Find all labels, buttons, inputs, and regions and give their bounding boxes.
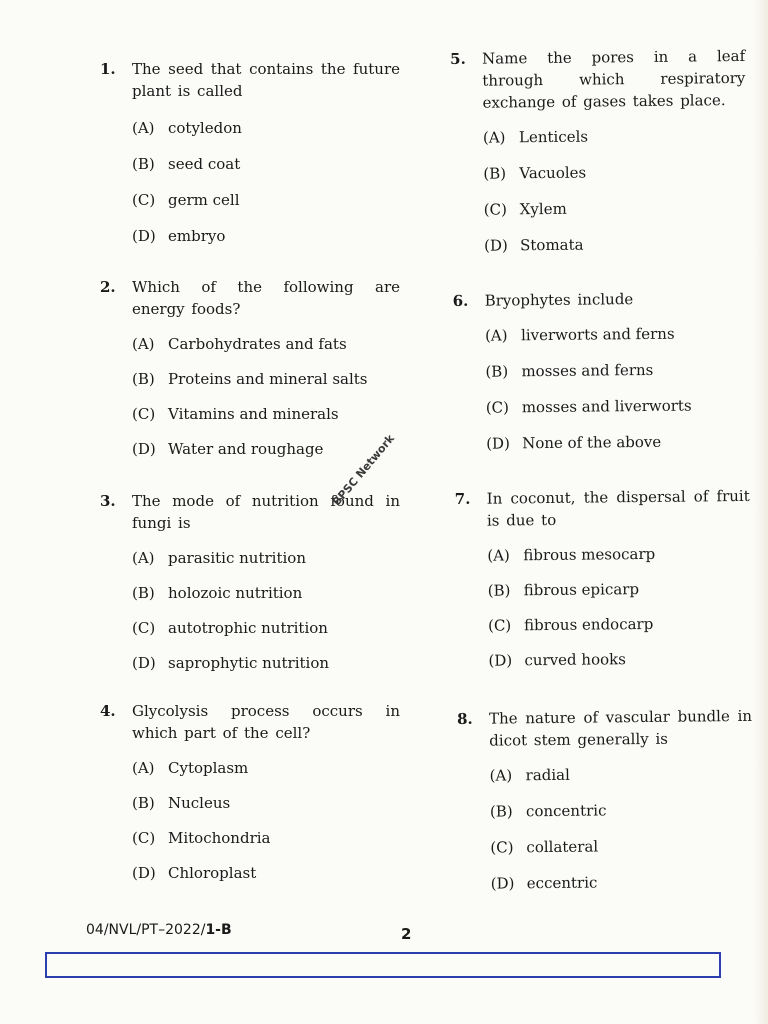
option-d: (D) Water and roughage xyxy=(132,440,324,458)
option-c: (C) autotrophic nutrition xyxy=(132,619,328,637)
question-5 xyxy=(450,45,747,256)
option-text: collateral xyxy=(526,837,599,857)
option-text: embryo xyxy=(168,227,226,245)
question-6 xyxy=(453,287,750,454)
option-text: None of the above xyxy=(522,432,662,453)
option-text: curved hooks xyxy=(524,650,626,670)
option-b: (B) concentric xyxy=(489,801,607,821)
question-8 xyxy=(457,705,754,894)
option-d: (D) curved hooks xyxy=(488,650,626,670)
option-c: (C) Vitamins and minerals xyxy=(132,405,339,423)
option-text: Water and roughage xyxy=(168,440,324,458)
option-d: (D) saprophytic nutrition xyxy=(132,654,330,672)
right-column xyxy=(450,45,753,893)
option-text: fibrous epicarp xyxy=(523,580,640,600)
option-text: Lenticels xyxy=(518,127,589,147)
option-text: germ cell xyxy=(168,191,240,209)
option-text: fibrous endocarp xyxy=(523,614,654,635)
option-d: (D) eccentric xyxy=(490,873,598,893)
option-text: eccentric xyxy=(526,873,598,893)
question-text: The nature of vascular bundle in dicot stem generally is xyxy=(488,706,753,750)
option-text: Cytoplasm xyxy=(168,759,249,777)
option-text: Stomata xyxy=(519,235,584,255)
option-text: seed coat xyxy=(168,155,241,173)
option-c: (C) fibrous endocarp xyxy=(487,614,654,635)
option-text: saprophytic nutrition xyxy=(168,654,330,672)
question-text: Name the pores in a leaf through which respiratory exchange of gases takes place. xyxy=(482,46,746,112)
option-a: (A) parasitic nutrition xyxy=(132,549,306,567)
option-text: liverworts and ferns xyxy=(520,324,675,345)
question-number: 1. xyxy=(100,60,116,78)
option-text: Vitamins and minerals xyxy=(168,405,339,423)
option-text: holozoic nutrition xyxy=(168,584,303,602)
option-b: (B) Vacuoles xyxy=(483,163,587,183)
option-a: (A) Carbohydrates and fats xyxy=(132,335,347,353)
option-text: fibrous mesocarp xyxy=(523,544,656,565)
option-a: (A) cotyledon xyxy=(132,119,242,137)
option-text: Xylem xyxy=(519,199,567,219)
option-b: (B) Nucleus xyxy=(132,794,231,812)
page-number: 2 xyxy=(401,925,412,943)
option-text: Mitochondria xyxy=(168,829,271,847)
option-d: (D) embryo xyxy=(132,227,226,245)
option-text: Nucleus xyxy=(168,794,231,812)
question-2 xyxy=(100,276,400,459)
question-number: 2. xyxy=(100,278,116,296)
option-text: Chloroplast xyxy=(168,864,257,882)
option-text: cotyledon xyxy=(168,119,242,137)
option-text: mosses and ferns xyxy=(521,360,654,381)
question-text: The mode of nutrition found in fungi is xyxy=(132,492,400,532)
option-b: (B) seed coat xyxy=(132,155,241,173)
question-text: Which of the following are energy foods? xyxy=(132,278,400,318)
question-text: In coconut, the dispersal of fruit is due to xyxy=(486,486,750,530)
paper-code: 04/NVL/PT–2022/1-B xyxy=(86,922,232,938)
option-a: (A) radial xyxy=(489,765,570,785)
question-text: Bryophytes include xyxy=(484,290,634,310)
option-a: (A) Cytoplasm xyxy=(132,759,249,777)
question-number: 3. xyxy=(100,492,116,510)
option-c: (C) mosses and liverworts xyxy=(485,396,692,417)
page-edge-shadow xyxy=(754,0,768,1024)
option-text: parasitic nutrition xyxy=(168,549,306,567)
watermark: BPSC Network xyxy=(330,432,397,509)
option-d: (D) None of the above xyxy=(486,432,662,453)
question-4 xyxy=(100,700,400,883)
option-c: (C) collateral xyxy=(490,837,599,857)
question-text: The seed that contains the future plant is called xyxy=(132,60,400,100)
option-text: Proteins and mineral salts xyxy=(168,370,368,388)
option-b: (B) mosses and ferns xyxy=(485,360,654,381)
question-7 xyxy=(455,485,752,671)
option-b: (B) Proteins and mineral salts xyxy=(132,370,368,388)
option-a: (A) liverworts and ferns xyxy=(484,324,675,345)
option-b: (B) holozoic nutrition xyxy=(132,584,303,602)
question-number: 7. xyxy=(454,489,471,508)
option-text: Carbohydrates and fats xyxy=(168,335,347,353)
option-text: radial xyxy=(525,765,570,785)
option-text: autotrophic nutrition xyxy=(168,619,328,637)
option-d: (D) Chloroplast xyxy=(132,864,257,882)
option-b: (B) fibrous epicarp xyxy=(487,580,640,600)
question-number: 4. xyxy=(100,702,116,720)
option-text: Vacuoles xyxy=(519,163,587,183)
question-1 xyxy=(100,58,400,246)
option-text: mosses and liverworts xyxy=(521,396,692,417)
question-number: 6. xyxy=(452,291,469,310)
option-d: (D) Stomata xyxy=(483,235,584,255)
question-number: 5. xyxy=(450,49,466,68)
option-c: (C) germ cell xyxy=(132,191,240,209)
option-c: (C) Xylem xyxy=(483,199,567,219)
option-c: (C) Mitochondria xyxy=(132,829,271,847)
option-text: concentric xyxy=(525,801,607,821)
question-text: Glycolysis process occurs in which part of the cell? xyxy=(132,702,400,742)
footer-border-box xyxy=(45,952,721,978)
question-number: 8. xyxy=(456,709,473,728)
question-3 xyxy=(100,490,400,673)
option-a: (A) fibrous mesocarp xyxy=(487,544,656,565)
option-a: (A) Lenticels xyxy=(482,127,589,147)
